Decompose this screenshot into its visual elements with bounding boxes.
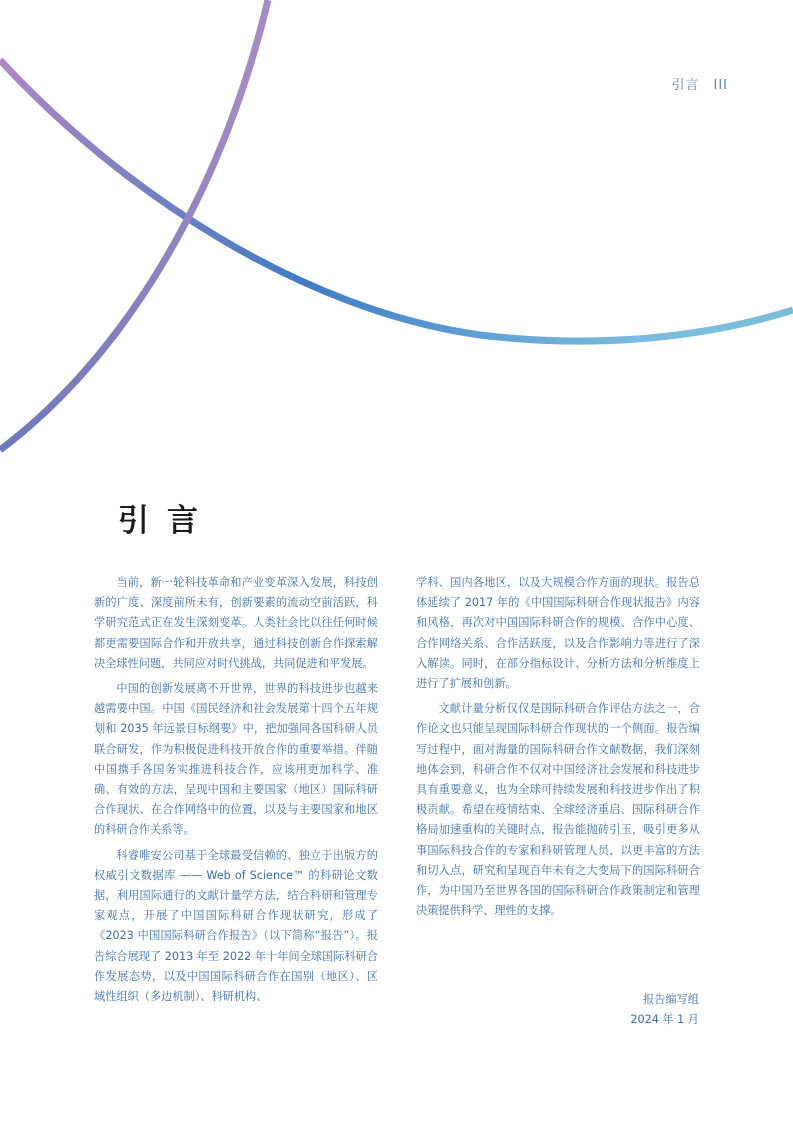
- paragraph-2: 中国的创新发展离不开世界，世界的科技进步也越来越需要中国。中国《国民经济和社会发展第十四个五年规划和 2035 年远景目标纲要》中，把加强同各国科研人员联合研发，作为积极促进科技开放合作的重要举措。伴随中国携手各国务实推进科技合作，应该用更加科学、准确、有效的方法，呈现中国和主要国家（地区）国际科研合作现状、在合作网络中的位置，以及与主要国家和地区的科研合作关系等。: [94, 682, 378, 837]
- paragraph-1: 当前，新一轮科技革命和产业变革深入发展，科技创新的广度、深度前所未有，创新要素的流动空前活跃，科学研究范式正在发生深刻变革。人类社会比以往任何时候都更需要国际合作和开放共享，通过科技创新合作探索解决全球性问题，共同应对时代挑战，共同促进和平发展。: [94, 576, 378, 670]
- paragraph-4: 文献计量分析仅仅是国际科研合作评估方法之一，合作论文也只能呈现国际科研合作现状的一个侧面。报告编写过程中，面对海量的国际科研合作文献数据，我们深刻地体会到，科研合作不仅对中国经济社会发展和科技进步具有重要意义，也为全球可持续发展和科技进步作出了积极贡献。希望在疫情结束、全球经济重启、国际科研合作格局加速重构的关键时点，报告能抛砖引玉，吸引更多从事国际科技合作的专家和科研管理人员，以更丰富的方法和切入点，研究和呈现百年未有之大变局下的国际科研合作，为中国乃至世界各国的国际科研合作政策制定和管理决策提供科学、理性的支撑。: [416, 702, 700, 918]
- running-header: [671, 74, 728, 93]
- paragraph-3: 科睿唯安公司基于全球最受信赖的、独立于出版方的权威引文数据库 —— Web of Science™ 的科研论文数据，利用国际通行的文献计量学方法，结合科研和管理专家观点，开展了中国国际科研合作现状研究，形成了《2023 中国国际科研合作报告》（以下简称“报告”）。报告综合展现了 2013 年至 2022 年十年间全球国际科研合作发展态势，以及中国国际科研合作在国别（地区）、区域性组织（多边机制）、科研机构、: [94, 848, 378, 1004]
- signature-block: [630, 990, 699, 1030]
- signature-author: 报告编写组: [643, 993, 699, 1006]
- right-column: [416, 573, 700, 926]
- arc-sweeping-up: [0, 0, 268, 450]
- header-page-number: III: [713, 78, 728, 93]
- arc-sweeping-right: [0, 60, 793, 341]
- header-section-title: 引言: [671, 78, 700, 93]
- decorative-arcs: [0, 0, 793, 470]
- page-title: 引言: [118, 503, 216, 539]
- paragraph-3-continuation: 学科、国内各地区，以及大规模合作方面的现状。报告总体延续了 2017 年的《中国国际科研合作现状报告》内容和风格，再次对中国国际科研合作的规模、合作中心度、合作网络关系、合作活跃度，以及合作影响力等进行了深入解读。同时，在部分指标设计、分析方法和分析维度上进行了扩展和创新。: [416, 576, 700, 691]
- signature-date: 2024 年 1 月: [630, 1013, 699, 1027]
- left-column: [94, 573, 378, 1012]
